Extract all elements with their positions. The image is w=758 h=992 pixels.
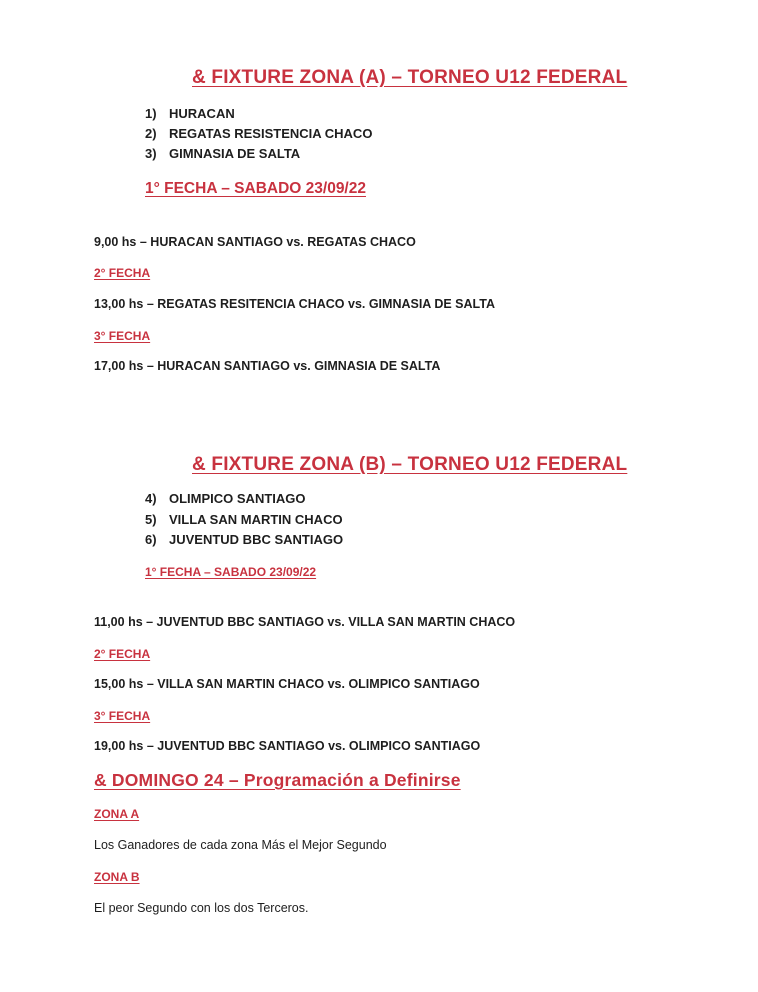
zona-a-match-2: 13,00 hs – REGATAS RESITENCIA CHACO vs. GIMNASIA DE SALTA bbox=[94, 297, 495, 311]
domingo-zona-a-label: ZONA A bbox=[94, 807, 140, 821]
zona-b-match-1: 11,00 hs – JUVENTUD BBC SANTIAGO vs. VILLA SAN MARTIN CHACO bbox=[94, 615, 516, 629]
team-number: 2) bbox=[145, 126, 157, 141]
team-name: GIMNASIA DE SALTA bbox=[169, 146, 301, 161]
team-name: REGATAS RESISTENCIA CHACO bbox=[169, 126, 373, 141]
domingo-zona-b-label: ZONA B bbox=[94, 870, 140, 884]
zona-b-match-2: 15,00 hs – VILLA SAN MARTIN CHACO vs. OLIMPICO SANTIAGO bbox=[94, 677, 480, 691]
team-number: 3) bbox=[145, 146, 157, 161]
domingo-zona-b-text: El peor Segundo con los dos Terceros. bbox=[94, 901, 309, 915]
zona-a-team-3 bbox=[145, 146, 300, 161]
zona-a-fecha-3: 3° FECHA bbox=[94, 329, 151, 343]
zona-b-match-3: 19,00 hs – JUVENTUD BBC SANTIAGO vs. OLIMPICO SANTIAGO bbox=[94, 739, 481, 753]
zona-a-team-1 bbox=[145, 106, 235, 121]
domingo-zona-a-text: Los Ganadores de cada zona Más el Mejor Segundo bbox=[94, 838, 387, 852]
zona-b-fecha-3: 3° FECHA bbox=[94, 709, 151, 723]
zona-b-team-6 bbox=[145, 532, 343, 547]
team-number: 4) bbox=[145, 491, 157, 506]
zona-a-fecha-1: 1° FECHA – SABADO 23/09/22 bbox=[145, 180, 366, 197]
team-name: HURACAN bbox=[169, 106, 235, 121]
zona-b-title: & FIXTURE ZONA (B) – TORNEO U12 FEDERAL bbox=[192, 454, 628, 475]
team-name: VILLA SAN MARTIN CHACO bbox=[169, 512, 343, 527]
team-number: 5) bbox=[145, 512, 157, 527]
zona-a-match-1: 9,00 hs – HURACAN SANTIAGO vs. REGATAS CHACO bbox=[94, 235, 416, 249]
team-number: 1) bbox=[145, 106, 157, 121]
team-number: 6) bbox=[145, 532, 157, 547]
zona-b-team-4 bbox=[145, 491, 306, 506]
team-name: JUVENTUD BBC SANTIAGO bbox=[169, 532, 344, 547]
zona-a-fecha-2: 2° FECHA bbox=[94, 266, 151, 280]
zona-b-fecha-1: 1° FECHA – SABADO 23/09/22 bbox=[145, 565, 317, 579]
zona-a-match-3: 17,00 hs – HURACAN SANTIAGO vs. GIMNASIA DE SALTA bbox=[94, 359, 441, 373]
zona-a-title: & FIXTURE ZONA (A) – TORNEO U12 FEDERAL bbox=[192, 67, 628, 88]
zona-b-team-5 bbox=[145, 512, 343, 527]
zona-a-team-2 bbox=[145, 126, 372, 141]
zona-b-fecha-2: 2° FECHA bbox=[94, 647, 151, 661]
domingo-title: & DOMINGO 24 – Programación a Definirse bbox=[94, 770, 461, 790]
team-name: OLIMPICO SANTIAGO bbox=[169, 491, 306, 506]
